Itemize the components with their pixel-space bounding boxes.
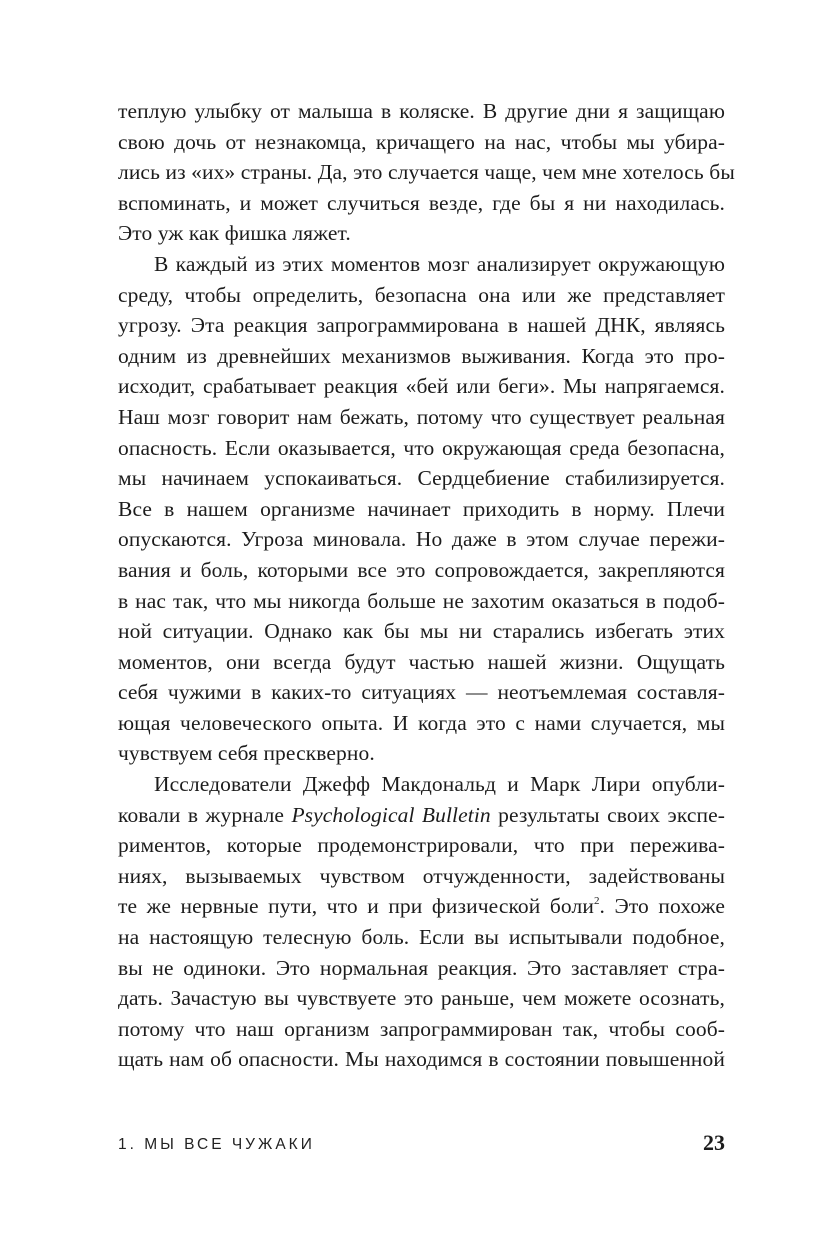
footnote-line-after: . Это похоже — [599, 894, 725, 919]
text-line: ниях, вызываемых чувством отчужденности, задействованы — [118, 863, 725, 888]
text-line: угрозу. Эта реакция запрограммирована в нашей ДНК, являясь — [118, 313, 725, 338]
text-line: Наш мозг говорит нам бежать, потому что существует реальная — [118, 404, 725, 429]
text-line: ющая человеческого опыта. И когда это с нами случается, мы — [118, 710, 725, 735]
text-line: среду, чтобы определить, безопасна она или же представляет — [118, 282, 725, 307]
page-number: 23 — [703, 1130, 725, 1155]
text-line: риментов, которые продемонстрировали, что при пережива- — [118, 833, 725, 858]
footnote-line — [118, 891, 725, 922]
text-line: Это уж как фишка ляжет. — [118, 221, 351, 246]
running-head: 1. МЫ ВСЕ ЧУЖАКИ — [118, 1136, 315, 1153]
paragraph-start-line: В каждый из этих моментов мозг анализирует окружающую — [154, 251, 725, 276]
text-line: на настоящую телесную боль. Если вы испытывали подобное, — [118, 925, 725, 950]
text-line: теплую улыбку от малыша в коляске. В другие дни я защищаю — [118, 99, 725, 123]
text-line: исходит, срабатывает реакция «бей или беги». Мы напрягаемся. — [118, 374, 725, 399]
footnote-line-before: те же нервные пути, что и при физической боли — [118, 894, 594, 919]
footnote-marker[interactable]: 2 — [593, 895, 600, 908]
text-line: лись из «их» страны. Да, это случается чаще, чем мне хотелось бы — [118, 160, 735, 185]
text-line: в нас так, что мы никогда больше не захотим оказаться в подоб- — [118, 588, 725, 613]
text-line: потому что наш организм запрограммирован так, чтобы сооб- — [118, 1016, 725, 1041]
text-line: одним из древнейших механизмов выживания. Когда это про- — [118, 343, 725, 368]
body-text — [118, 96, 735, 1075]
journal-line-after: результаты своих экспе- — [490, 802, 725, 827]
text-line: вы не одиноки. Это нормальная реакция. Это заставляет стра- — [118, 955, 725, 980]
text-line: опасность. Если оказывается, что окружающая среда безопасна, — [118, 435, 725, 460]
text-line: себя чужими в каких-то ситуациях — неотъемлемая составля- — [118, 680, 725, 705]
text-line: моментов, они всегда будут частью нашей жизни. Ощущать — [118, 649, 725, 674]
text-line: мы начинаем успокаиваться. Сердцебиение стабилизируется. — [118, 466, 725, 491]
paragraph-start-line: Исследователи Джефф Макдональд и Марк Лири опубли- — [154, 772, 725, 797]
journal-title: Psychological Bulletin — [291, 802, 491, 827]
text-line: свою дочь от незнакомца, кричащего на нас, чтобы мы убира- — [118, 129, 725, 154]
text-line: вспоминать, и может случиться везде, где бы я ни находилась. — [118, 190, 725, 215]
text-line: Все в нашем организме начинает приходить в норму. Плечи — [118, 496, 725, 521]
text-line: опускаются. Угроза миновала. Но даже в этом случае пережи- — [118, 527, 725, 552]
text-line: чувствуем себя прескверно. — [118, 741, 375, 766]
journal-line — [118, 800, 725, 831]
text-line: ной ситуации. Однако как бы мы ни старались избегать этих — [118, 619, 725, 644]
text-line: дать. Зачастую вы чувствуете это раньше, чем можете осознать, — [118, 986, 725, 1011]
text-line: щать нам об опасности. Мы находимся в состоянии повышенной — [118, 1047, 725, 1072]
text-line: вания и боль, которыми все это сопровождается, закрепляются — [118, 557, 725, 582]
journal-line-before: ковали в журнале — [118, 802, 292, 827]
